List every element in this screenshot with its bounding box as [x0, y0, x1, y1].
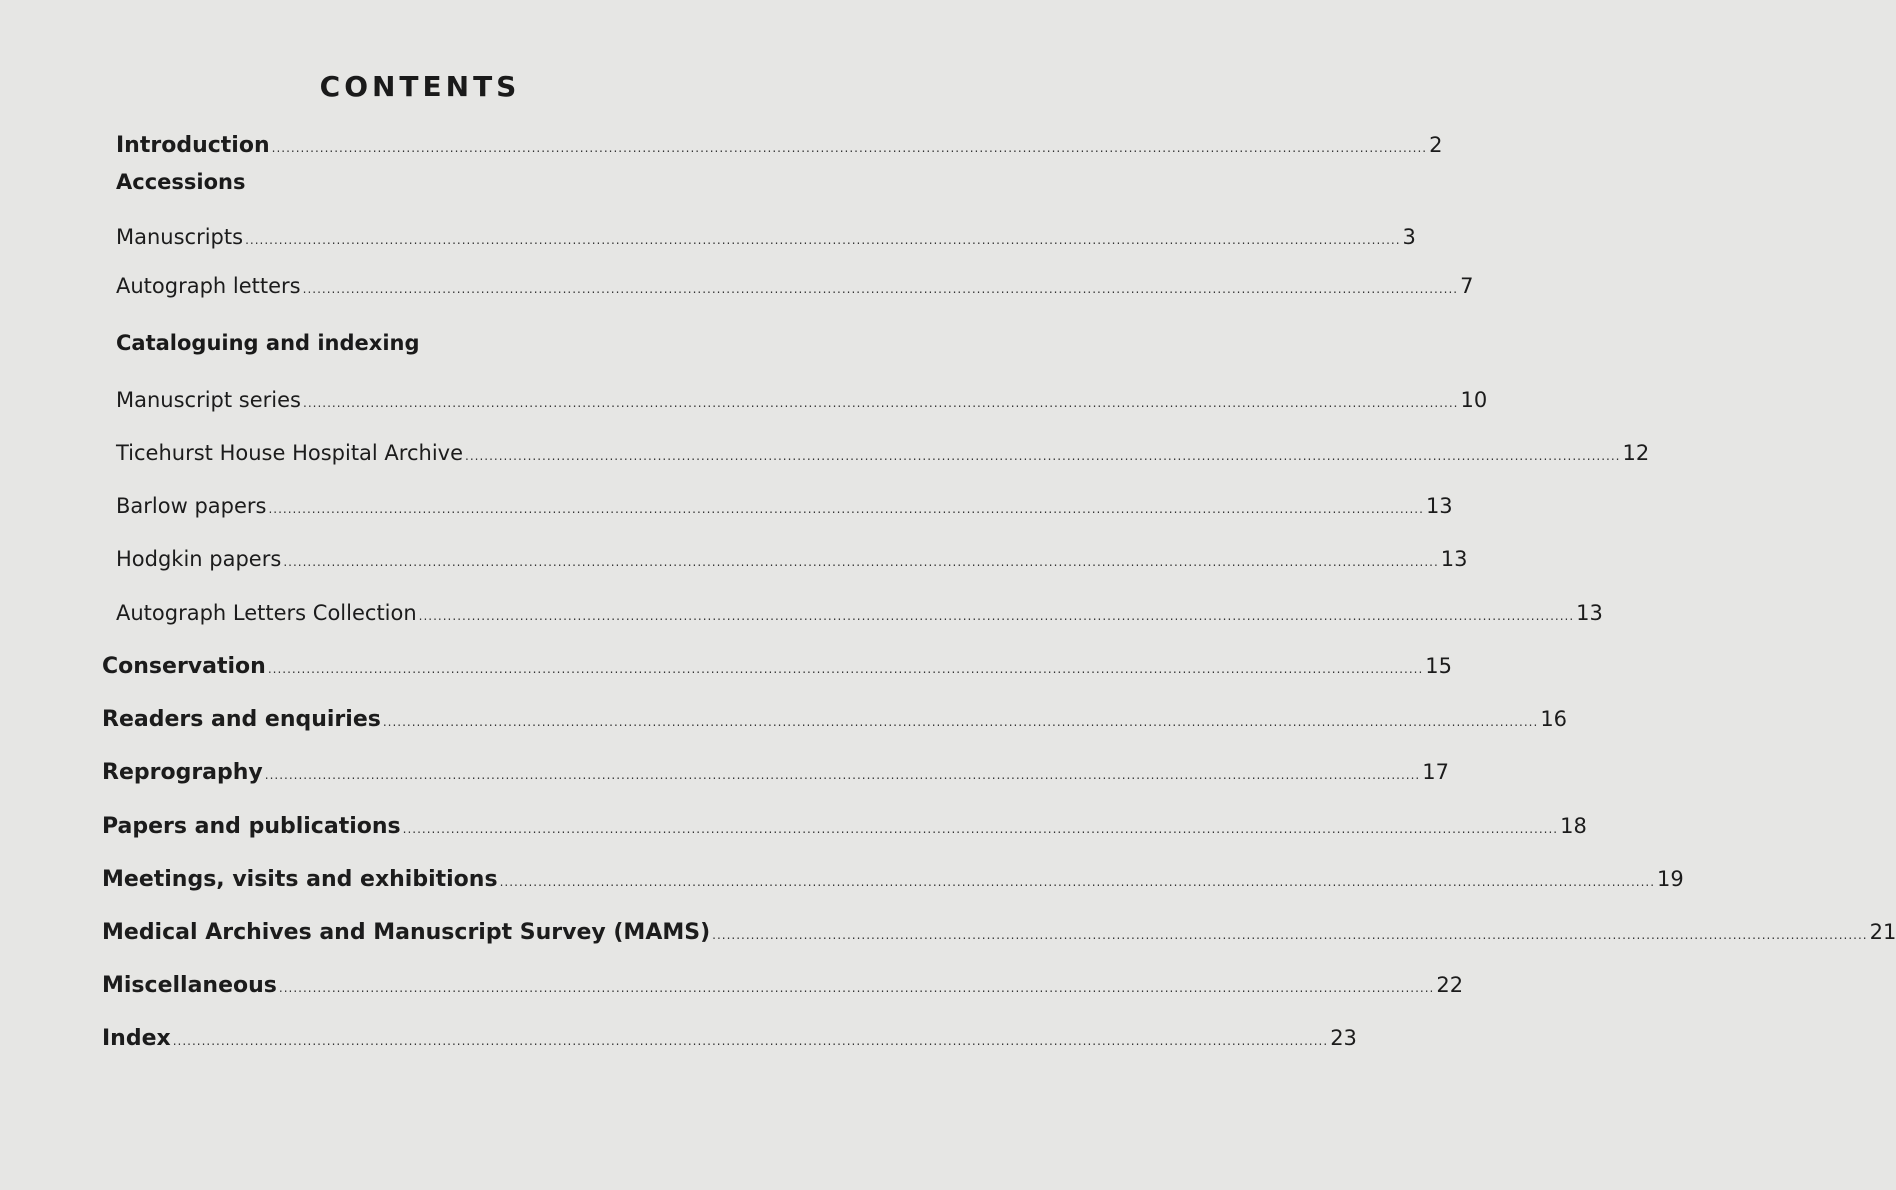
dot-leader: [266, 653, 1425, 685]
dot-leader: [277, 972, 1436, 1004]
dot-leader: [710, 919, 1869, 951]
toc-page-number: 12: [1622, 441, 1650, 465]
toc-entry-label: Readers and enquiries: [102, 707, 381, 732]
toc-entry-label: Introduction: [116, 133, 270, 158]
toc-entry-barlow-papers[interactable]: [116, 490, 1453, 522]
toc-page-number: 13: [1576, 601, 1603, 625]
toc-entry-label: Manuscripts: [116, 225, 244, 249]
toc-entry-label: Hodgkin papers: [116, 547, 282, 571]
toc-page-number: 15: [1425, 654, 1453, 678]
toc-page-number: 21: [1869, 920, 1896, 944]
toc-entry-label: Reprography: [102, 760, 263, 785]
dot-leader: [171, 1025, 1330, 1057]
toc-entry-index[interactable]: [102, 1022, 1357, 1054]
toc-entry-readers-enquiries[interactable]: [102, 703, 1568, 735]
dot-leader: [270, 132, 1429, 164]
toc-page-number: 7: [1460, 274, 1474, 298]
toc-page-number: 18: [1560, 814, 1587, 838]
dot-leader: [301, 273, 1460, 305]
toc-entry-introduction[interactable]: [116, 129, 1443, 161]
dot-leader: [266, 493, 1425, 525]
toc-entry-manuscript-series[interactable]: [116, 384, 1488, 416]
toc-page-number: 13: [1425, 494, 1453, 518]
toc-entry-label: Barlow papers: [116, 494, 267, 518]
dot-leader: [498, 866, 1657, 898]
toc-entry-meetings[interactable]: [102, 863, 1684, 895]
dot-leader: [301, 387, 1460, 419]
toc-page-number: 17: [1422, 760, 1449, 784]
toc-entry-label: Medical Archives and Manuscript Survey (MAMS): [102, 920, 711, 945]
toc-entry-label: Manuscript series: [116, 388, 301, 412]
toc-entry-hodgkin-papers[interactable]: [116, 543, 1468, 575]
toc-entry-mams[interactable]: [102, 916, 1896, 948]
toc-entry-ticehurst[interactable]: [116, 437, 1650, 469]
toc-entry-conservation[interactable]: [102, 650, 1453, 682]
dot-leader: [401, 813, 1560, 845]
dot-leader: [463, 440, 1622, 472]
toc-page-number: 10: [1460, 388, 1488, 412]
toc-entry-miscellaneous[interactable]: [102, 969, 1464, 1001]
toc-page-number: 3: [1402, 225, 1416, 249]
section-heading-accessions: Accessions: [116, 170, 246, 194]
toc-entry-papers-publications[interactable]: [102, 810, 1587, 842]
toc-page-number: 23: [1330, 1026, 1357, 1050]
toc-page-number: 22: [1436, 973, 1464, 997]
toc-page-number: 13: [1440, 547, 1468, 571]
dot-leader: [381, 706, 1540, 738]
toc-page-number: 16: [1540, 707, 1568, 731]
toc-entry-reprography[interactable]: [102, 756, 1449, 788]
toc-entry-label: Autograph letters: [116, 274, 301, 298]
toc-page-number: 19: [1657, 867, 1684, 891]
dot-leader: [281, 546, 1440, 578]
dot-leader: [243, 224, 1402, 256]
section-heading-cataloguing: Cataloguing and indexing: [116, 331, 420, 355]
dot-leader: [263, 759, 1422, 791]
toc-entry-label: Meetings, visits and exhibitions: [102, 867, 498, 892]
toc-entry-autograph-letters[interactable]: [116, 270, 1474, 302]
toc-entry-label: Papers and publications: [102, 814, 401, 839]
toc-entry-label: Autograph Letters Collection: [116, 601, 417, 625]
dot-leader: [417, 600, 1576, 632]
toc-entry-manuscripts[interactable]: [116, 221, 1416, 253]
page-title: CONTENTS: [319, 70, 521, 103]
toc-entry-label: Conservation: [102, 654, 266, 679]
toc-page-number: 2: [1429, 133, 1443, 157]
toc-entry-autograph-letters-collection[interactable]: [116, 597, 1603, 629]
toc-entry-label: Miscellaneous: [102, 973, 277, 998]
toc-entry-label: Index: [102, 1026, 171, 1051]
toc-entry-label: Ticehurst House Hospital Archive: [116, 441, 464, 465]
